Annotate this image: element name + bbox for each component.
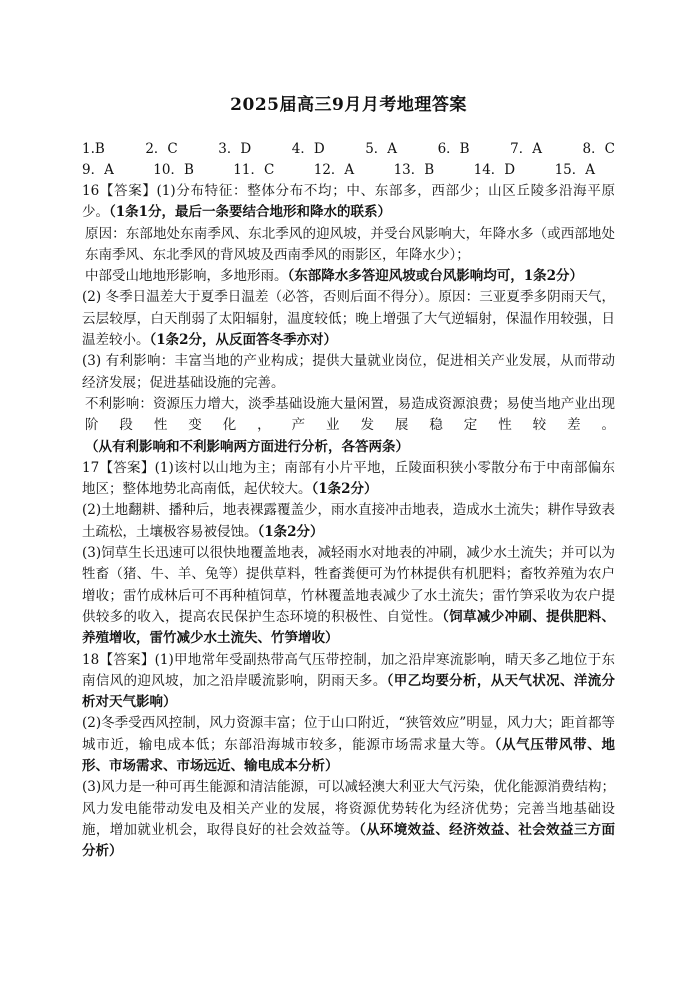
answer-text: 中部受山地地形影响，多地形雨。 bbox=[85, 268, 288, 285]
scoring-note: （东部降水多答迎风坡或台风影响均可，1条2分） bbox=[287, 268, 584, 285]
answer-text: 18【答案】(1)甲地常年受副热带高气压带控制，加之沿岸寒流影响，晴天多乙地位于东南信风的迎风坡，加之沿岸暖流影响，阴雨天多。 bbox=[82, 651, 615, 689]
q16-part3-negative bbox=[82, 394, 615, 458]
mc-answer: 9．A bbox=[82, 162, 114, 178]
mc-answer: 14．D bbox=[473, 162, 516, 178]
q18-part3 bbox=[82, 777, 615, 862]
mc-answer: 3．D bbox=[218, 141, 252, 157]
mc-answer: 2．C bbox=[145, 141, 178, 157]
scoring-note: （甲乙均要分析，从天气状况、洋流分析对天气影响） bbox=[82, 672, 616, 711]
answer-text: (3)风力是一种可再生能源和清洁能源，可以减轻澳大利亚大气污染，优化能源消费结构；风力发电能带动发电及相关产业的发展，将资源优势转化为经济优势；完善当地基础设施，增加就业机会，取得良好的社会效益等。 bbox=[82, 779, 615, 838]
q17-part3 bbox=[82, 543, 615, 649]
answer-text: 16【答案】(1)分布特征：整体分布不均；中、东部多，西部少；山区丘陵多沿海平原少。 bbox=[82, 183, 615, 221]
q16-reason: 原因：东部地处东南季风、东北季风的迎风坡，并受台风影响大，年降水多（或西部地处东南季风、东北季风的背风坡及西南季风的雨影区，年降水少）； bbox=[85, 225, 615, 263]
mc-answer: 1.B bbox=[82, 141, 105, 157]
scoring-note: （从有利影响和不利影响两方面进行分析，各答两条） bbox=[85, 438, 409, 455]
mc-answer: 6．B bbox=[437, 141, 470, 157]
q18-part2 bbox=[82, 713, 615, 777]
page-title: 2025届高三9月月考地理答案 bbox=[230, 95, 467, 115]
q16-part1 bbox=[82, 181, 615, 224]
scoring-note: （1条1分，最后一条要结合地形和降水的联系） bbox=[109, 204, 392, 221]
scoring-note: （饲草减少冲刷、提供肥料、养殖增收，雷竹减少水土流失、竹笋增收） bbox=[82, 608, 616, 647]
q17-part2 bbox=[82, 500, 615, 543]
answer-text: 17【答案】(1)该村以山地为主；南部有小片平地，丘陵面积狭小零散分布于中南部偏东地区；整体地势北高南低，起伏较大。 bbox=[82, 459, 615, 498]
scoring-note: （1条2分） bbox=[311, 481, 378, 498]
scoring-note: （1条2分，从反面答冬季亦对） bbox=[149, 332, 338, 349]
answer-text: 不利影响：资源压力增大，淡季基础设施大量闲置，易造成资源浪费；易使当地产业出现阶段性变化，产业发展稳定性较差。 bbox=[85, 395, 615, 434]
q16-reason-2 bbox=[82, 266, 615, 287]
q18-part1 bbox=[82, 650, 615, 714]
mc-answers-row-1 bbox=[82, 139, 615, 160]
q17-part1 bbox=[82, 458, 615, 501]
mc-answer: 4．D bbox=[291, 141, 325, 157]
mc-answer: 5．A bbox=[365, 141, 398, 157]
mc-answer: 10．B bbox=[153, 162, 194, 178]
scoring-note: （从环境效益、经济效益、社会效益三方面分析） bbox=[82, 821, 616, 860]
scoring-note: （1条2分） bbox=[257, 523, 324, 540]
mc-answer: 15．A bbox=[554, 162, 595, 178]
answer-text: (3)饲草生长迅速可以很快地覆盖地表，减轻雨水对地表的冲刷，减少水土流失；并可以为牲畜（猪、牛、羊、兔等）提供草料，牲畜粪便可为竹林提供有机肥料；畜牧养殖为农户增收；雷竹成林后可不再种植饲草，竹林覆盖地表减少了水土流失；雷竹笋采收为农户提供较多的收入，提高农民保护生态环境的积极性、自觉性。 bbox=[82, 545, 615, 625]
mc-answer: 11．C bbox=[233, 162, 275, 178]
answer-text: (2) 冬季日温差大于夏季日温差（必答，否则后面不得分）。原因：三亚夏季多阴雨天气，云层较厚，白天削弱了太阳辐射，温度较低；晚上增强了大气逆辐射，保温作用较强，日温差较小。 bbox=[82, 289, 615, 349]
scoring-note: （从气压带风带、地形、市场需求、市场远近、输电成本分析） bbox=[82, 736, 616, 775]
mc-answers-row-2 bbox=[82, 160, 615, 181]
answer-document bbox=[82, 90, 615, 863]
q16-part3: (3) 有利影响：丰富当地的产业构成；提供大量就业岗位，促进相关产业发展，从而带动经济发展；促进基础设施的完善。 bbox=[82, 353, 615, 391]
q16-part2 bbox=[82, 287, 615, 351]
answer-text: (2)土地翻耕、播种后，地表裸露覆盖少，雨水直接冲击地表，造成水土流失；耕作导致表土疏松，土壤极容易被侵蚀。 bbox=[82, 502, 615, 540]
answer-text: (2)冬季受西风控制，风力资源丰富；位于山口附近，“狭管效应”明显，风力大；距首都等城市近，输电成本低；东部沿海城市较多，能源市场需求量大等。 bbox=[82, 715, 615, 753]
mc-answer: 8．C bbox=[582, 141, 615, 157]
mc-answer: 12．A bbox=[313, 162, 355, 178]
mc-answer: 13．B bbox=[393, 162, 435, 178]
mc-answer: 7．A bbox=[510, 141, 542, 157]
